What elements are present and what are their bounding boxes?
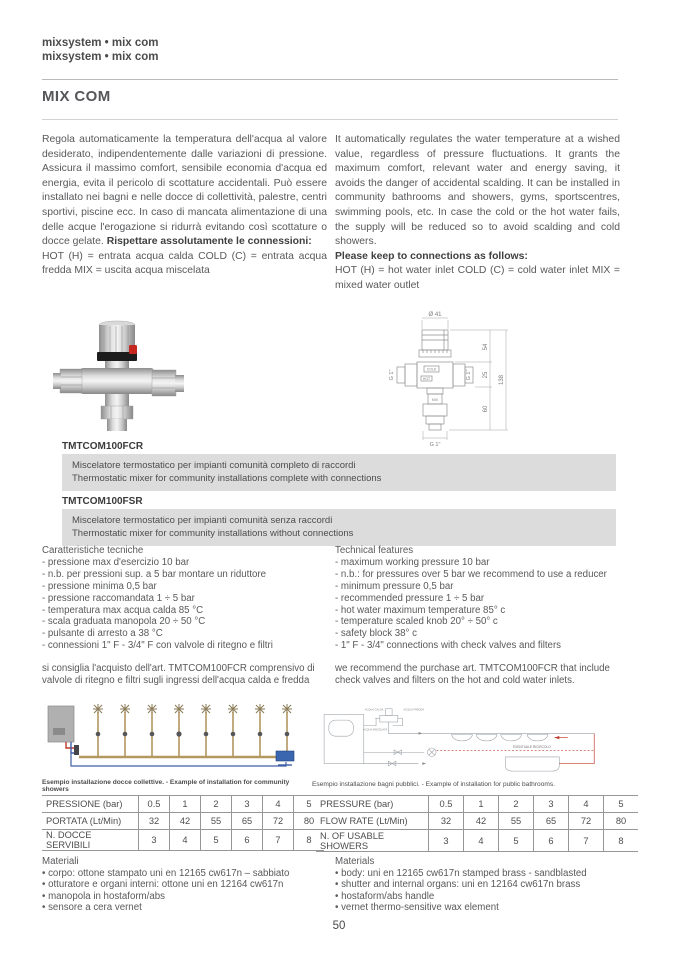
boiler-icon [48, 706, 74, 742]
community-showers-example [42, 701, 302, 793]
intro-italian-bold: Rispettare assolutamente le connessioni: [106, 236, 312, 248]
intro-english-text: It automatically regulates the water temperature at a wished value, regardless of pressure fluctuations. It grants the maximum comfort, relevant water and energy saving, it avoids the danger of accidental scalding. It can be installed in community bathrooms and showers, gyms, sportscentres, swimming pools, etc. In case the cold or the hot water fails, the supply will be reduced so to avoid scalding and cold showers. [335, 134, 620, 248]
community-showers-diagram [42, 701, 300, 771]
dim-knob: 54 [483, 343, 489, 351]
public-bathrooms-example [312, 705, 618, 788]
material-item: • sensore a cera vernet [42, 902, 142, 914]
bathtub-icon [505, 757, 559, 771]
tech-item: - scala graduata manopola 20 ÷ 50 °C [42, 616, 206, 628]
dim-g-left: G 1" [389, 369, 395, 381]
flow-arrow-icon [555, 736, 560, 739]
tech-title-en: Technical features [335, 545, 414, 556]
brand-line-1: mixsystem • mix com [42, 37, 159, 49]
intro-english-bold: Please keep to connections as follows: [335, 250, 528, 262]
material-item: • vernet thermo-sensitive wax element [335, 902, 499, 914]
row-label: N. DOCCE SERVIBILI [42, 830, 139, 851]
dim-total: 138 [499, 374, 505, 386]
row-label: FLOW RATE (Lt/Min) [316, 813, 429, 830]
product-code-fsr: TMTCOM100FSR [62, 496, 143, 507]
table-row: N. DOCCE SERVIBILI 3 4 5 6 7 8 [42, 830, 324, 851]
dimension-drawing-icon [388, 310, 520, 448]
tech-title-it: Caratteristiche tecniche [42, 545, 144, 556]
table-row: PRESSIONE (bar) 0.5 1 2 3 4 5 [42, 796, 324, 813]
tech-item: - pressione minima 0,5 bar [42, 580, 157, 592]
tech-note-it: si consiglia l'acquisto dell'art. TMTCOM100FCR comprensivo di valvole di ritegno e filtri sugli ingressi dell'acqua calda e fredda [42, 663, 315, 687]
tech-item: - temperatura max acqua calda 85 °C [42, 604, 204, 616]
public-bathrooms-schematic [312, 705, 612, 773]
tech-item: - pressione raccomandata 1 ÷ 5 bar [42, 592, 195, 604]
schematic-mixed-label: ACQUA MISCELATA [362, 728, 388, 732]
tech-item: - maximum working pressure 10 bar [335, 556, 490, 568]
schematic-cold-label: ACQUA FREDDA [403, 708, 425, 712]
tech-item: - connessioni 1" F - 3/4" F con valvole di ritegno e filtri [42, 640, 273, 652]
dim-lower: 60 [483, 405, 489, 413]
table-row: PRESSURE (bar) 0.5 1 2 3 4 5 [316, 796, 638, 813]
hot-label: HOT [422, 377, 431, 381]
mixer-product-photo [50, 320, 190, 438]
red-safety-button [129, 345, 137, 354]
products-section [62, 441, 616, 551]
material-item: • otturatore e organi interni: ottone uni en 12164 cw617n [42, 879, 284, 891]
intro-italian-text: Regola automaticamente la temperatura dell'acqua al valore desiderato, indipendentemente dalle variazioni di pressione. Assicura il massimo comfort, sensibile economia d'acqua ed energia, evita il pericolo di scottature accidentali. Può essere installato nei bagni e nelle docce di collettività, palestre, centri sportivi, piscine ecc. In caso di mancata alimentazione di una delle acque l'erogazione si ridurrà evitando così scottature o docce gelate. [42, 134, 327, 248]
intro-english [335, 133, 620, 294]
cold-label: COLD [426, 367, 437, 372]
divider [42, 119, 618, 120]
mix-label: MIX [431, 398, 439, 402]
diagram-caption: Esempio installazione docce collettive. - Example of installation for community showers [42, 779, 290, 793]
materials-italian [42, 856, 327, 914]
washbasin-icon [527, 734, 548, 741]
product-description-bar [62, 509, 616, 546]
tech-item: - pressione max d'esercizio 10 bar [42, 556, 190, 568]
shower-head-icons [93, 704, 292, 713]
control-unit-icon [276, 751, 294, 761]
material-item: • hostaform/abs handle [335, 890, 435, 902]
schematic-hot-label: ACQUA CALDA [364, 708, 384, 712]
row-label: PORTATA (Lt/Min) [42, 813, 139, 830]
tech-item: - minimum pressure 0,5 bar [335, 580, 454, 592]
product-code-fcr: TMTCOM100FCR [62, 441, 144, 452]
washbasin-icon [501, 734, 522, 741]
material-item: • manopola in hostaform/abs [42, 890, 165, 902]
intro-english-connections: HOT (H) = hot water inlet COLD (C) = cold water inlet MIX = mixed water outlet [335, 265, 620, 291]
diagram-caption: Esempio installazione bagni pubblici. - Example of installation for public bathrooms. [312, 781, 555, 788]
dim-g-right: G 1" [466, 369, 472, 381]
material-item: • body: uni en 12165 cw617n stamped brass - sandblasted [335, 867, 587, 879]
mixer-valve-icon [74, 745, 79, 755]
tech-item: - recommended pressure 1 ÷ 5 bar [335, 592, 485, 604]
tech-item: - 1" F - 3/4" connections with check valves and filters [335, 640, 562, 652]
tech-item: - safety block 38° c [335, 628, 417, 640]
mixer-dimension-drawing [388, 310, 520, 448]
materials-title-en: Materials [335, 856, 375, 867]
tech-item: - n.b.: for pressures over 5 bar we recommend to use a reducer [335, 568, 607, 580]
divider [42, 79, 618, 80]
schematic-recirc-label: EVENTUALE RICIRCOLO [513, 744, 551, 749]
mixer-photo-illustration [50, 320, 190, 438]
row-label: PRESSURE (bar) [316, 796, 429, 813]
tech-item: - hot water maximum temperature 85° c [335, 604, 506, 616]
technical-features-section [42, 545, 620, 687]
product-desc-en: Thermostatic mixer for community installations complete with connections [72, 473, 382, 484]
washbasin-icon [452, 734, 473, 741]
page-number: 50 [332, 920, 346, 932]
dim-body: 25 [483, 371, 489, 379]
page-title: MIX COM [42, 88, 111, 105]
materials-english [335, 856, 620, 914]
flow-table-italian [42, 795, 324, 851]
product-desc-it: Miscelatore termostatico per impianti comunità completo di raccordi [72, 460, 356, 471]
materials-title-it: Materiali [42, 856, 79, 867]
intro-italian [42, 133, 327, 294]
table-row: N. OF USABLE SHOWERS 3 4 5 6 7 8 [316, 830, 638, 852]
intro-section [42, 133, 620, 294]
shower-valve-dots [96, 731, 290, 736]
table-row: PORTATA (Lt/Min) 32 42 55 65 72 80 [42, 813, 324, 830]
dim-g-bottom: G 1" [429, 442, 441, 448]
boiler-outline-icon [324, 714, 364, 763]
tech-features-english [335, 545, 620, 687]
table-row: FLOW RATE (Lt/Min) 32 42 55 65 72 80 [316, 813, 638, 830]
tech-note-en: we recommend the purchase art. TMTCOM100FCR that include check valves and filters on the hot and cold water inlets. [335, 663, 610, 687]
row-label: N. OF USABLE SHOWERS [316, 830, 429, 852]
brand-line-2: mixsystem • mix com [42, 51, 159, 63]
tech-features-italian [42, 545, 327, 687]
tech-item: - temperature scaled knob 20° ÷ 50° c [335, 616, 498, 628]
materials-section [42, 856, 620, 914]
product-description-bar [62, 454, 616, 491]
product-desc-it: Miscelatore termostatico per impianti comunità senza raccordi [72, 515, 333, 526]
tech-item: - n.b. per pressioni sup. a 5 bar montare un riduttore [42, 568, 267, 580]
tech-item: - pulsante di arresto a 38 °C [42, 628, 163, 640]
washbasin-icon [476, 734, 497, 741]
material-item: • corpo: ottone stampato uni en 12165 cw617n – sabbiato [42, 867, 290, 879]
mixer-knob-icon [386, 709, 393, 716]
flow-table-english [316, 795, 638, 852]
product-desc-en: Thermostatic mixer for community installations without connections [72, 528, 354, 539]
material-item: • shutter and internal organs: uni en 12164 cw617n brass [335, 879, 581, 891]
row-label: PRESSIONE (bar) [42, 796, 139, 813]
intro-italian-connections: HOT (H) = entrata acqua calda COLD (C) = entrata acqua fredda MIX = uscita acqua miscelata [42, 250, 327, 277]
dim-diameter: Ø 41 [428, 312, 442, 318]
